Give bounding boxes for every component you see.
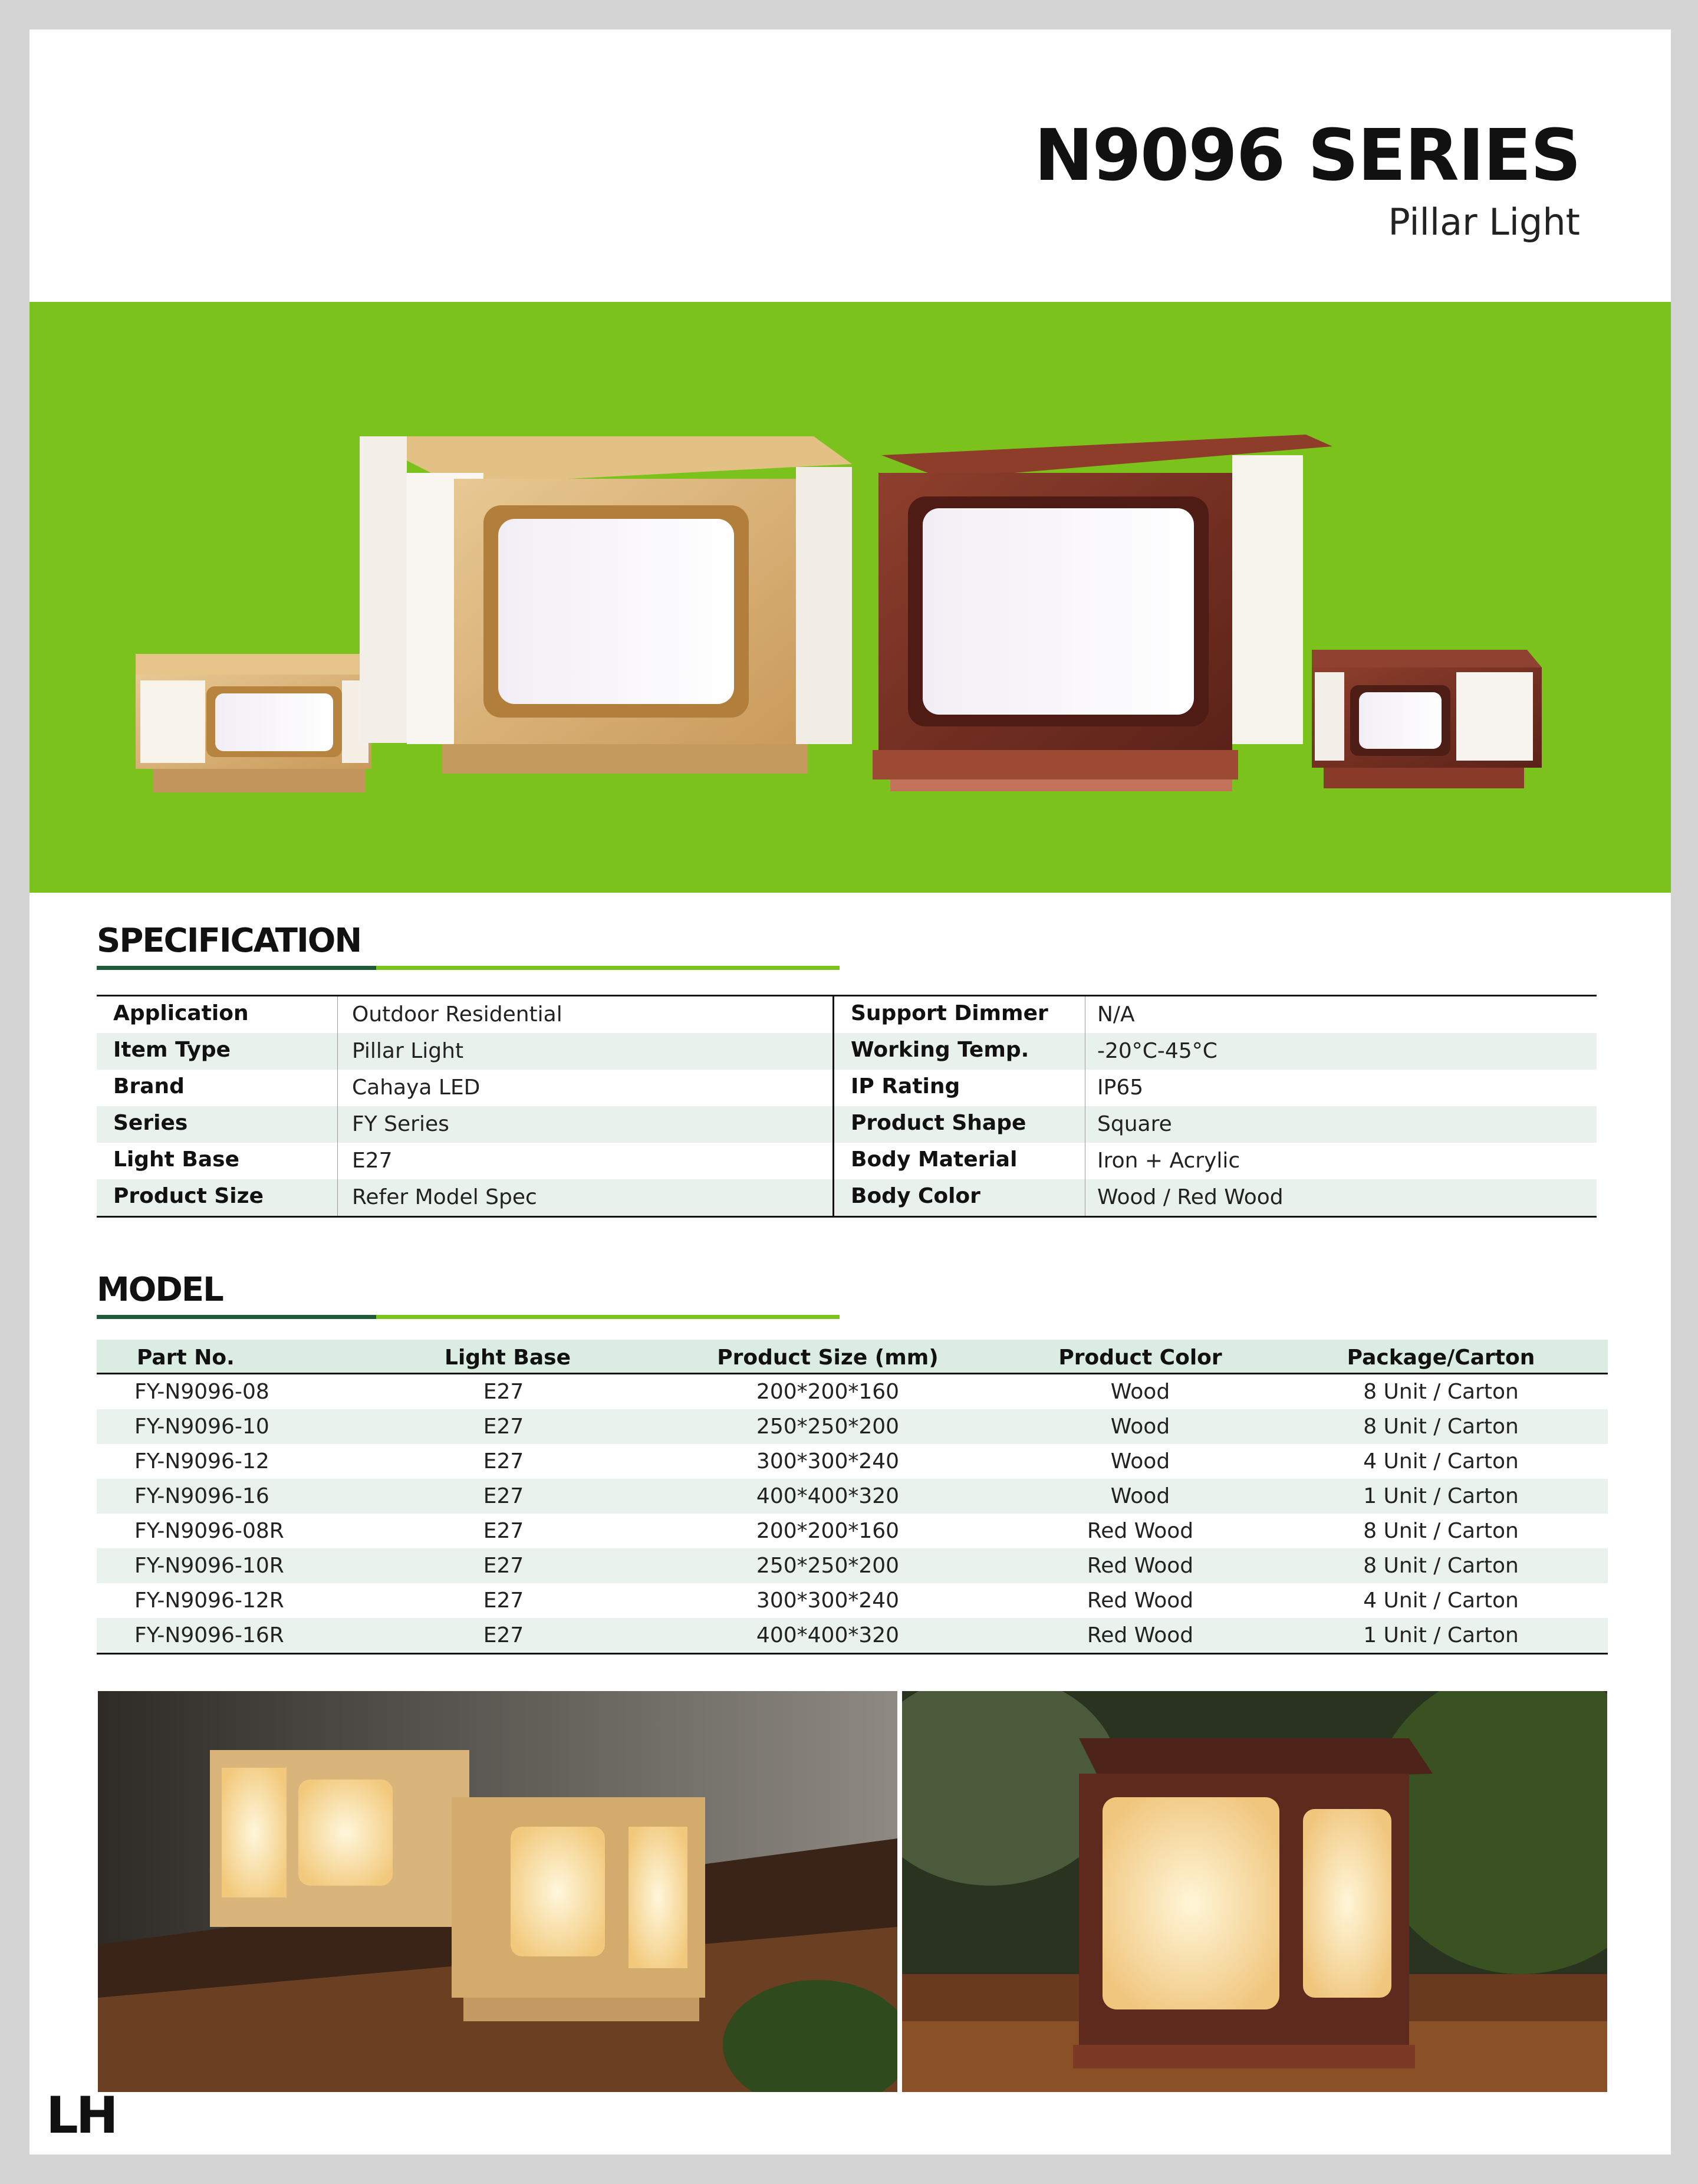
lamp-large-redwood (873, 435, 1332, 791)
part-no-cell: FY-N9096-16 (134, 1484, 269, 1508)
product-size-cell: 250*250*200 (756, 1554, 900, 1578)
package-cell: 1 Unit / Carton (1363, 1484, 1519, 1508)
table-row (97, 1374, 1608, 1409)
light-base-cell: E27 (483, 1588, 524, 1613)
light-base-cell: E27 (483, 1554, 524, 1578)
table-row (97, 1479, 1608, 1514)
product-color-cell: Wood (1110, 1484, 1170, 1508)
table-row (97, 1548, 1608, 1583)
product-size-cell: 300*300*240 (756, 1588, 900, 1613)
package-cell: 4 Unit / Carton (1363, 1588, 1519, 1613)
package-cell: 4 Unit / Carton (1363, 1449, 1519, 1473)
column-header: Package/Carton (1347, 1346, 1535, 1370)
column-header: Product Color (1058, 1346, 1222, 1370)
model-heading: MODEL (97, 1271, 223, 1309)
light-base-cell: E27 (483, 1623, 524, 1647)
part-no-cell: FY-N9096-08 (134, 1380, 269, 1404)
table-row (97, 1514, 1608, 1548)
product-color-cell: Red Wood (1087, 1554, 1194, 1578)
product-color-cell: Red Wood (1087, 1519, 1194, 1543)
model-table (97, 1340, 1608, 1655)
spec-label: Series (113, 1111, 188, 1135)
spec-value: -20°C-45°C (1085, 1033, 1597, 1070)
spec-label: Support Dimmer (851, 1001, 1048, 1025)
spec-row (834, 1106, 1597, 1143)
part-no-cell: FY-N9096-10 (134, 1415, 269, 1439)
spec-row (97, 1070, 832, 1106)
light-base-cell: E27 (483, 1519, 524, 1543)
package-cell: 8 Unit / Carton (1363, 1415, 1519, 1439)
light-base-cell: E27 (483, 1415, 524, 1439)
spec-row (97, 1179, 832, 1216)
spec-label: Product Shape (851, 1111, 1026, 1135)
package-cell: 8 Unit / Carton (1363, 1554, 1519, 1578)
lamp-small-wood (136, 654, 371, 792)
hero-product-image (29, 302, 1671, 893)
lamp-large-wood (360, 436, 852, 774)
spec-label: Product Size (113, 1184, 264, 1208)
table-row (97, 1583, 1608, 1618)
spec-row (97, 996, 832, 1033)
table-row (97, 1409, 1608, 1444)
specification-heading: SPECIFICATION (97, 922, 361, 960)
spec-row (834, 1070, 1597, 1106)
column-header: Product Size (mm) (717, 1346, 939, 1370)
spec-value: N/A (1085, 996, 1597, 1033)
part-no-cell: FY-N9096-12 (134, 1449, 269, 1473)
package-cell: 1 Unit / Carton (1363, 1623, 1519, 1647)
spec-row (834, 996, 1597, 1033)
product-size-cell: 400*400*320 (756, 1484, 900, 1508)
spec-value: Refer Model Spec (337, 1179, 833, 1216)
package-cell: 8 Unit / Carton (1363, 1380, 1519, 1404)
spec-label: Brand (113, 1074, 185, 1098)
brand-logo: LH (46, 2086, 116, 2145)
table-row (97, 1444, 1608, 1479)
series-title: N9096 SERIES (1034, 115, 1580, 197)
part-no-cell: FY-N9096-12R (134, 1588, 284, 1613)
specification-table (97, 995, 1597, 1218)
light-base-cell: E27 (483, 1449, 524, 1473)
product-subtitle: Pillar Light (1388, 200, 1580, 244)
spec-row (834, 1143, 1597, 1179)
spec-label: IP Rating (851, 1074, 960, 1098)
spec-row (834, 1033, 1597, 1070)
product-color-cell: Wood (1110, 1415, 1170, 1439)
column-header: Light Base (445, 1346, 571, 1370)
product-color-cell: Wood (1110, 1380, 1170, 1404)
product-size-cell: 250*250*200 (756, 1415, 900, 1439)
product-color-cell: Wood (1110, 1449, 1170, 1473)
spec-value: Cahaya LED (337, 1070, 833, 1106)
spec-label: Light Base (113, 1147, 239, 1172)
spec-label: Item Type (113, 1038, 231, 1062)
datasheet-page (29, 29, 1671, 2155)
table-row (97, 1618, 1608, 1655)
light-base-cell: E27 (483, 1380, 524, 1404)
heading-underline (97, 966, 840, 970)
spec-value: Iron + Acrylic (1085, 1143, 1597, 1179)
spec-label: Working Temp. (851, 1038, 1029, 1062)
spec-value: Wood / Red Wood (1085, 1179, 1597, 1216)
lifestyle-photo-wood (98, 1691, 897, 2092)
model-table-header (97, 1340, 1608, 1374)
spec-label: Body Material (851, 1147, 1018, 1172)
spec-value: Outdoor Residential (337, 996, 833, 1033)
spec-row (97, 1143, 832, 1179)
lifestyle-photo-redwood (902, 1691, 1607, 2092)
spec-row (97, 1106, 832, 1143)
spec-value: E27 (337, 1143, 833, 1179)
product-size-cell: 200*200*160 (756, 1519, 900, 1543)
part-no-cell: FY-N9096-16R (134, 1623, 284, 1647)
product-size-cell: 400*400*320 (756, 1623, 900, 1647)
spec-value: Pillar Light (337, 1033, 833, 1070)
specification-heading-block (97, 922, 840, 970)
product-size-cell: 300*300*240 (756, 1449, 900, 1473)
spec-value: IP65 (1085, 1070, 1597, 1106)
column-header: Part No. (137, 1346, 235, 1370)
part-no-cell: FY-N9096-08R (134, 1519, 284, 1543)
lamp-small-redwood (1312, 650, 1542, 788)
spec-row (97, 1033, 832, 1070)
spec-row (834, 1179, 1597, 1216)
package-cell: 8 Unit / Carton (1363, 1519, 1519, 1543)
product-color-cell: Red Wood (1087, 1623, 1194, 1647)
part-no-cell: FY-N9096-10R (134, 1554, 284, 1578)
spec-value: FY Series (337, 1106, 833, 1143)
spec-right-column (834, 996, 1597, 1216)
spec-label: Application (113, 1001, 249, 1025)
light-base-cell: E27 (483, 1484, 524, 1508)
spec-left-column (97, 996, 834, 1216)
model-heading-block (97, 1271, 840, 1319)
heading-underline (97, 1315, 840, 1319)
title-block (1034, 115, 1580, 244)
product-color-cell: Red Wood (1087, 1588, 1194, 1613)
spec-value: Square (1085, 1106, 1597, 1143)
product-size-cell: 200*200*160 (756, 1380, 900, 1404)
lamp-glow (1073, 1738, 1433, 2068)
spec-label: Body Color (851, 1184, 980, 1208)
